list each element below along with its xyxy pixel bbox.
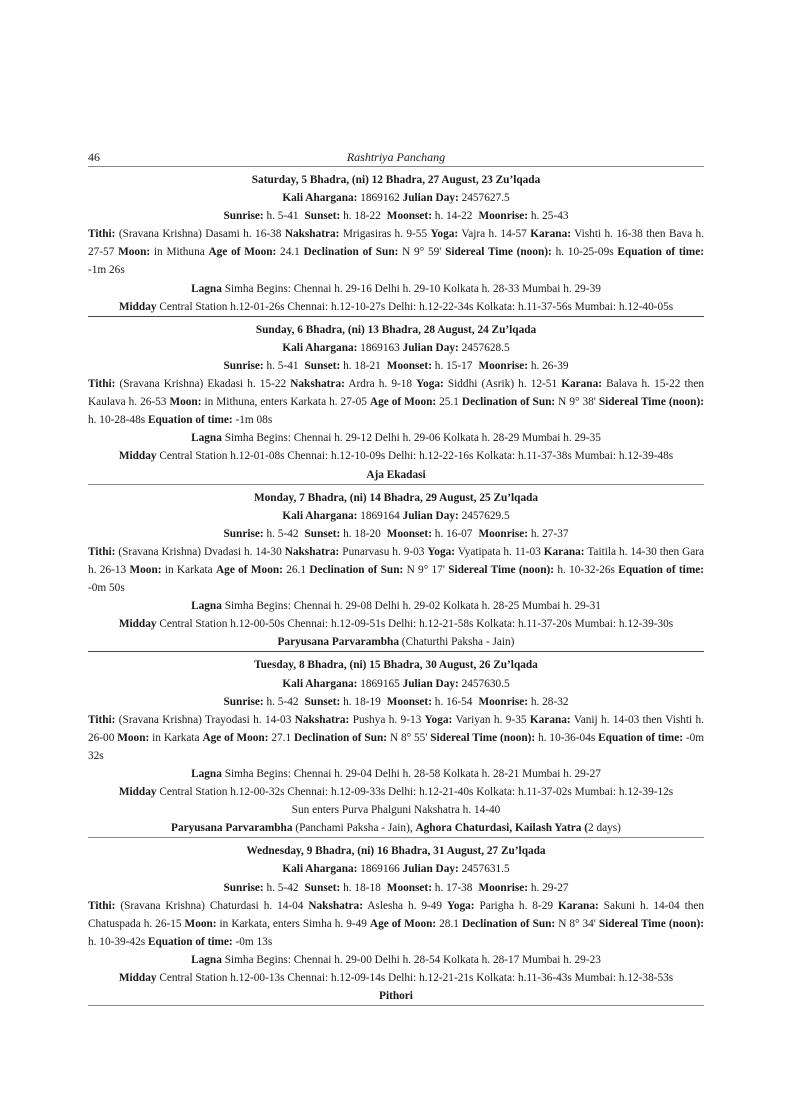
midday-line: Midday Central Station h.12-01-26s Chennai: h.12-10-27s Delhi: h.12-22-34s Kolkata: h.11-37-56s Mumbai: h.12-40-05s: [118, 300, 674, 313]
midday-line: Midday Central Station h.12-00-50s Chennai: h.12-09-51s Delhi: h.12-21-58s Kolkata: h.11-37-20s Mumbai: h.12-39-30s: [118, 618, 674, 631]
ahargana-line: Kali Ahargana: 1869164 Julian Day: 2457629.5: [282, 509, 510, 522]
day-entry-wednesday: [88, 838, 704, 1005]
lagna-line: Lagna Simha Begins: Chennai h. 29-12 Delhi h. 29-06 Kolkata h. 28-29 Mumbai h. 29-35: [191, 432, 601, 445]
day-entry-sunday: [88, 317, 704, 484]
lagna-line: Lagna Simha Begins: Chennai h. 29-16 Delhi h. 29-10 Kolkata h. 28-33 Mumbai h. 29-39: [191, 282, 601, 295]
sun-moon-times: Sunrise: h. 5-41 Sunset: h. 18-21 Moonset: h. 15-17 Moonrise: h. 26-39: [223, 359, 569, 372]
lagna-line: Lagna Simha Begins: Chennai h. 29-04 Delhi h. 28-58 Kolkata h. 28-21 Mumbai h. 29-27: [191, 768, 601, 780]
page: [88, 150, 704, 1006]
ahargana-line: Kali Ahargana: 1869166 Julian Day: 2457631.5: [282, 863, 510, 876]
panchang-details: Tithi: (Sravana Krishna) Dvadasi h. 14-30 Nakshatra: Punarvasu h. 9-03 Yoga: Vyatipata h. 11-03 Karana: Taitila h. 14-30 then Gara h. 26-13 Moon: in Karkata Age of Moon: 26.1 Declination of Sun: N 9° 17' Sidereal Time (noon): h. 10-32-26s Equation of time: -0m 50s: [88, 545, 705, 595]
sun-moon-times: Sunrise: h. 5-42 Sunset: h. 18-20 Moonset: h. 16-07 Moonrise: h. 27-37: [223, 527, 569, 540]
sun-moon-times: Sunrise: h. 5-42 Sunset: h. 18-19 Moonset: h. 16-54 Moonrise: h. 28-32: [223, 695, 569, 708]
midday-line: Midday Central Station h.12-00-13s Chennai: h.12-09-14s Delhi: h.12-21-21s Kolkata: h.11-36-43s Mumbai: h.12-38-53s: [118, 972, 674, 985]
ahargana-line: Kali Ahargana: 1869165 Julian Day: 2457630.5: [282, 677, 510, 690]
day-title: Wednesday, 9 Bhadra, (ni) 16 Bhadra, 31 August, 27 Zu’lqada: [246, 845, 546, 858]
page-header: [88, 150, 704, 166]
day-title: Sunday, 6 Bhadra, (ni) 13 Bhadra, 28 August, 24 Zu’lqada: [255, 323, 537, 336]
midday-line: Midday Central Station h.12-00-32s Chennai: h.12-09-33s Delhi: h.12-21-40s Kolkata: h.11-37-02s Mumbai: h.12-39-12s: [118, 786, 674, 799]
festival-line: Paryusana Parvarambha (Panchami Paksha - Jain), Aghora Chaturdasi, Kailash Yatra (2 days): [171, 822, 621, 835]
day-entry-monday: [88, 485, 704, 652]
sun-moon-times: Sunrise: h. 5-42 Sunset: h. 18-18 Moonset: h. 17-38 Moonrise: h. 29-27: [223, 881, 569, 894]
lagna-line: Lagna Simha Begins: Chennai h. 29-08 Delhi h. 29-02 Kolkata h. 28-25 Mumbai h. 29-31: [191, 600, 601, 613]
festival-line: Aja Ekadasi: [366, 468, 426, 481]
festival-line: Paryusana Parvarambha (Chaturthi Paksha - Jain): [277, 636, 515, 649]
day-entry-tuesday: [88, 652, 704, 837]
panchang-details: Tithi: (Sravana Krishna) Ekadasi h. 15-22 Nakshatra: Ardra h. 9-18 Yoga: Siddhi (Asrik) h. 12-51 Karana: Balava h. 15-22 then Kaulava h. 26-53 Moon: in Mithuna, enters Karkata h. 27-05 Age of Moon: 25.1 Declination of Sun: N 9° 38' Sidereal Time (noon): h. 10-28-48s Equation of time: -1m 08s: [88, 378, 704, 427]
sun-moon-times: Sunrise: h. 5-41 Sunset: h. 18-22 Moonset: h. 14-22 Moonrise: h. 25-43: [223, 210, 569, 223]
ahargana-line: Kali Ahargana: 1869162 Julian Day: 2457627.5: [282, 192, 510, 205]
midday-line: Midday Central Station h.12-01-08s Chennai: h.12-10-09s Delhi: h.12-22-16s Kolkata: h.11-37-38s Mumbai: h.12-39-48s: [118, 450, 674, 463]
festival-line: Pithori: [379, 990, 413, 1003]
panchang-details: Tithi: (Sravana Krishna) Trayodasi h. 14-03 Nakshatra: Pushya h. 9-13 Yoga: Variyan h. 9-35 Karana: Vanij h. 14-03 then Vishti h. 26-00 Moon: in Karkata Age of Moon: 27.1 Declination of Sun: N 8° 55' Sidereal Time (noon): h. 10-36-04s Equation of time: -0m 32s: [88, 713, 705, 762]
lagna-line: Lagna Simha Begins: Chennai h. 29-00 Delhi h. 28-54 Kolkata h. 28-17 Mumbai h. 29-23: [191, 953, 601, 966]
page-number: 46: [88, 150, 100, 164]
day-separator: [88, 1005, 704, 1006]
day-title: Tuesday, 8 Bhadra, (ni) 15 Bhadra, 30 August, 26 Zu’lqada: [254, 659, 538, 672]
day-title: Monday, 7 Bhadra, (ni) 14 Bhadra, 29 August, 25 Zu’lqada: [253, 491, 539, 504]
day-title: Saturday, 5 Bhadra, (ni) 12 Bhadra, 27 August, 23 Zu’lqada: [251, 174, 541, 186]
panchang-details: Tithi: (Sravana Krishna) Dasami h. 16-38 Nakshatra: Mrigasiras h. 9-55 Yoga: Vajra h. 14-57 Karana: Vishti h. 16-38 then Bava h. 27-57 Moon: in Mithuna Age of Moon: 24.1 Declination of Sun: N 9° 59' Sidereal Time (noon): h. 10-25-09s Equation of time: -1m 26s: [88, 228, 705, 277]
sun-nakshatra-note: Sun enters Purva Phalguni Nakshatra h. 14-40: [291, 804, 501, 817]
running-title: Rashtriya Panchang: [346, 150, 446, 164]
day-entry-saturday: [88, 167, 704, 316]
ahargana-line: Kali Ahargana: 1869163 Julian Day: 2457628.5: [282, 341, 510, 354]
panchang-details: Tithi: (Sravana Krishna) Chaturdasi h. 14-04 Nakshatra: Aslesha h. 9-49 Yoga: Parigha h. 8-29 Karana: Sakuni h. 14-04 then Chatuspada h. 26-15 Moon: in Karkata, enters Simha h. 9-49 Age of Moon: 28.1 Declination of Sun: N 8° 34' Sidereal Time (noon): h. 10-39-42s Equation of time: -0m 13s: [88, 899, 705, 948]
